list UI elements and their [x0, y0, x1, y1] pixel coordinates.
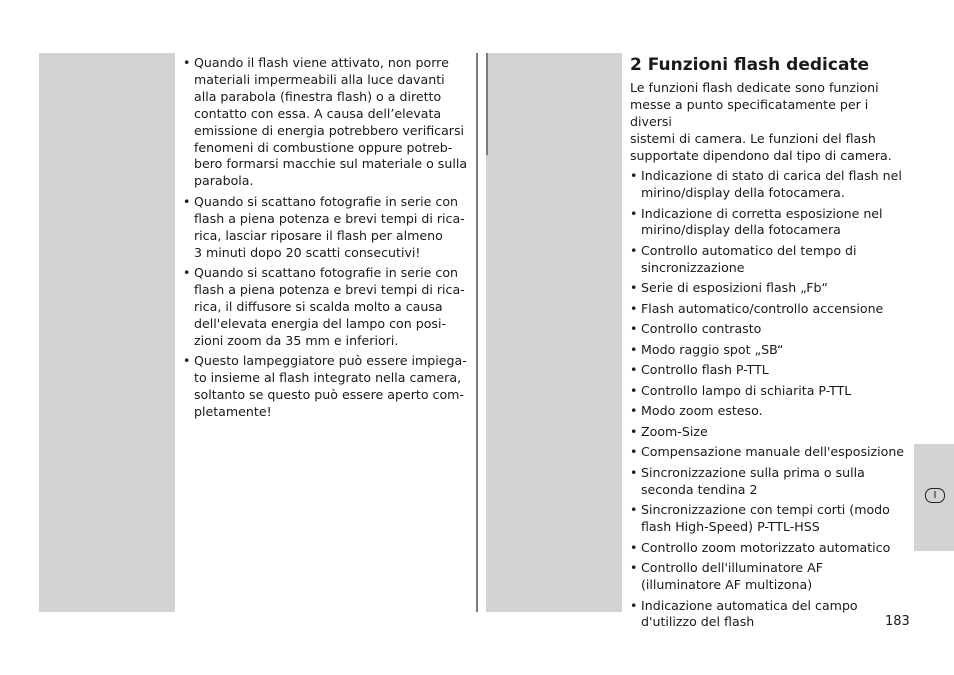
list-item [630, 403, 914, 420]
bullet-marker: • [183, 265, 191, 281]
text-line: Indicazione di stato di carica del flash nel [641, 168, 902, 184]
list-item [183, 194, 473, 262]
text-line: Serie di esposizioni flash „Fb“ [641, 280, 829, 296]
bullet-marker: • [630, 341, 638, 357]
text-line: d'utilizzo del flash [641, 614, 755, 630]
text-line: flash a piena potenza e brevi tempi di rica- [194, 281, 465, 297]
left-margin-panel [39, 53, 175, 612]
bullet-marker: • [630, 403, 638, 419]
text-line: alla parabola (finestra flash) o a diretto [194, 88, 442, 104]
text-line: Compensazione manuale dell'esposizione [641, 444, 905, 460]
list-item-text [194, 265, 465, 348]
bullet-marker: • [630, 362, 638, 378]
list-item [630, 280, 914, 297]
list-item [630, 383, 914, 400]
bullet-marker: • [183, 193, 191, 209]
left-column [183, 55, 473, 424]
text-line: bero formarsi macchie sul materiale o sulla [194, 156, 468, 172]
list-item-text [641, 321, 761, 336]
list-item [630, 243, 914, 277]
page-number: 183 [885, 614, 910, 629]
text-line: Indicazione di corretta esposizione nel [641, 205, 883, 221]
text-line: Quando si scattano fotografie in serie con [194, 265, 459, 281]
text-line: (illuminatore AF multizona) [641, 577, 813, 593]
panel-edge-line [486, 53, 488, 155]
list-item-text [641, 424, 708, 439]
text-line: Indicazione automatica del campo [641, 597, 858, 613]
text-line: Controllo lampo di schiarita P-TTL [641, 382, 852, 398]
list-item [630, 598, 914, 632]
text-line: Zoom-Size [641, 423, 708, 439]
list-item [183, 353, 473, 421]
text-line: rica, lasciar riposare il flash per almeno [194, 227, 443, 243]
text-line: dell'elevata energia del lampo con posi- [194, 315, 447, 331]
text-line: Controllo automatico del tempo di [641, 242, 857, 258]
list-item [630, 540, 914, 557]
bullet-marker: • [183, 55, 191, 70]
text-line: pletamente! [194, 403, 272, 419]
bullet-marker: • [630, 242, 638, 258]
list-item [183, 265, 473, 350]
list-item-text [194, 353, 467, 419]
text-line: messe a punto specificatamente per i diversi [630, 96, 869, 129]
column-divider [476, 53, 478, 612]
list-item-text [641, 560, 823, 592]
list-item-text [641, 444, 904, 459]
text-line: seconda tendina 2 [641, 481, 758, 497]
text-line: Controllo flash P-TTL [641, 362, 769, 378]
list-item-text [641, 168, 902, 200]
bullet-marker: • [630, 280, 638, 296]
list-item-text [641, 465, 865, 497]
list-item [630, 301, 914, 318]
text-line: contatto con essa. A causa dell’elevata [194, 105, 442, 121]
bullet-marker: • [630, 560, 638, 576]
list-item-text [194, 194, 465, 260]
text-line: materiali impermeabili alla luce davanti [194, 71, 445, 87]
text-line: mirino/display della fotocamera. [641, 185, 845, 201]
text-line: rica, il diffusore si scalda molto a causa [194, 298, 443, 314]
list-item [183, 55, 473, 190]
list-item [630, 321, 914, 338]
list-item-text [641, 342, 784, 357]
list-item-text [641, 403, 763, 418]
section-heading: 2 Funzioni flash dedicate [630, 55, 870, 75]
text-line: flash High-Speed) P-TTL-HSS [641, 519, 820, 535]
list-item [630, 502, 914, 536]
bullet-marker: • [630, 464, 638, 480]
text-line: Questo lampeggiatore può essere impiega- [194, 353, 467, 369]
bullet-marker: • [630, 168, 638, 184]
text-line: Controllo zoom motorizzato automatico [641, 539, 891, 555]
text-line: Modo zoom esteso. [641, 403, 763, 419]
text-line: Controllo dell'illuminatore AF [641, 560, 824, 576]
list-item-text [641, 598, 858, 630]
text-line: soltanto se questo può essere aperto com- [194, 387, 464, 402]
list-item [630, 465, 914, 499]
bullet-marker: • [630, 382, 638, 398]
text-line: Quando il flash viene attivato, non porre [194, 55, 449, 70]
bullet-marker: • [630, 597, 638, 613]
language-tab [914, 444, 954, 551]
list-item [630, 206, 914, 240]
text-line: sincronizzazione [641, 259, 745, 275]
text-line: Quando si scattano fotografie in serie con [194, 193, 459, 209]
bullet-marker: • [630, 423, 638, 439]
list-item-text [641, 502, 890, 534]
list-item [630, 168, 914, 202]
list-item-text [641, 362, 769, 377]
bullet-marker: • [630, 300, 638, 316]
list-item-text [641, 243, 857, 275]
text-line: zioni zoom da 35 mm e inferiori. [194, 332, 399, 348]
list-item-text [194, 55, 467, 188]
text-line: fenomeni di combustione oppure potreb- [194, 139, 453, 155]
right-column [630, 55, 914, 635]
text-line: Le funzioni flash dedicate sono funzioni [630, 80, 879, 95]
list-item-text [641, 383, 851, 398]
text-line: Sincronizzazione sulla prima o sulla [641, 464, 865, 480]
text-line: parabola. [194, 173, 254, 189]
list-item-text [641, 301, 883, 316]
bullet-marker: • [630, 502, 638, 518]
intro-paragraph [630, 80, 914, 165]
text-line: Modo raggio spot „SB“ [641, 341, 784, 357]
list-item [630, 424, 914, 441]
text-line: emissione di energia potrebbero verificarsi [194, 122, 465, 138]
list-item-text [641, 540, 890, 555]
language-badge: I [925, 488, 945, 503]
text-line: supportate dipendono dal tipo di camera. [630, 147, 892, 163]
text-line: sistemi di camera. Le funzioni del flash [630, 130, 876, 146]
bullet-marker: • [183, 353, 191, 369]
left-bullet-list [183, 55, 473, 421]
bullet-marker: • [630, 444, 638, 460]
bullet-marker: • [630, 539, 638, 555]
list-item [630, 560, 914, 594]
text-line: Sincronizzazione con tempi corti (modo [641, 502, 890, 518]
text-line: Flash automatico/controllo accensione [641, 300, 884, 316]
bullet-marker: • [630, 205, 638, 221]
right-margin-panel [486, 53, 622, 612]
text-line: Controllo contrasto [641, 321, 762, 337]
list-item-text [641, 206, 883, 238]
list-item [630, 342, 914, 359]
text-line: flash a piena potenza e brevi tempi di rica- [194, 210, 465, 226]
list-item [630, 362, 914, 379]
text-line: 3 minuti dopo 20 scatti consecutivi! [194, 244, 421, 260]
text-line: mirino/display della fotocamera [641, 222, 841, 238]
bullet-marker: • [630, 321, 638, 337]
text-line: to insieme al flash integrato nella camera, [194, 370, 462, 386]
feature-list [630, 168, 914, 631]
list-item [630, 444, 914, 461]
list-item-text [641, 280, 828, 295]
